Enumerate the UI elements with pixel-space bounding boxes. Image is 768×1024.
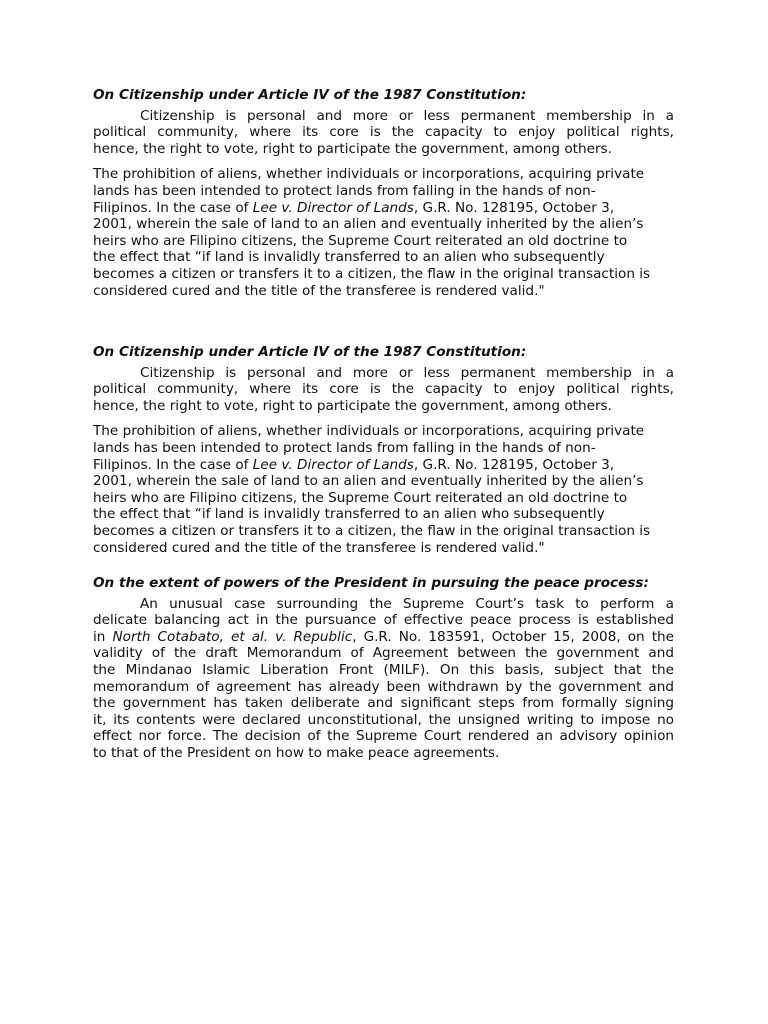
section-heading: On Citizenship under Article IV of the 1987 Constitution:	[93, 344, 527, 360]
section-peace-process	[93, 575, 674, 762]
case-citation: Lee v. Director of Lands	[252, 199, 414, 216]
paragraph-land-prohibition: The prohibition of aliens, whether individuals or incorporations, acquiring private lands has been intended to protect lands from falling in the hands of non- Filipinos. In the case of Lee v. Director of Lands, G.R. No. 128195, October 3, 2001, wherein the sale of land to an alien and eventually inherited by the alien’s heirs who are Filipino citizens, the Supreme Court reiterated an old doctrine to the effect that “if land is invalidly transferred to an alien who subsequently becomes a citizen or transfers it to a citizen, the flaw in the original transaction is considered cured and the title of the transferee is rendered valid."	[93, 166, 651, 299]
paragraph-land-prohibition: The prohibition of aliens, whether individuals or incorporations, acquiring private lands has been intended to protect lands from falling in the hands of non- Filipinos. In the case of Lee v. Director of Lands, G.R. No. 128195, October 3, 2001, wherein the sale of land to an alien and eventually inherited by the alien’s heirs who are Filipino citizens, the Supreme Court reiterated an old doctrine to the effect that “if land is invalidly transferred to an alien who subsequently becomes a citizen or transfers it to a citizen, the flaw in the original transaction is considered cured and the title of the transferee is rendered valid."	[93, 423, 651, 556]
paragraph-citizenship-definition: Citizenship is personal and more or less permanent membership in a political community, where its core is the capacity to enjoy political rights, hence, the right to vote, right to participate the government, among others.	[93, 364, 674, 414]
section-heading: On Citizenship under Article IV of the 1987 Constitution:	[93, 87, 527, 103]
section-heading: On the extent of powers of the President in pursuing the peace process:	[93, 575, 649, 591]
section-citizenship-2	[93, 344, 674, 556]
case-citation: North Cotabato, et al. v. Republic	[112, 628, 353, 645]
case-citation: Lee v. Director of Lands	[252, 456, 414, 473]
section-citizenship-1	[93, 87, 674, 299]
paragraph-citizenship-definition: Citizenship is personal and more or less permanent membership in a political community, where its core is the capacity to enjoy political rights, hence, the right to vote, right to participate the government, among others.	[93, 107, 674, 157]
paragraph-peace-process: An unusual case surrounding the Supreme Court’s task to perform a delicate balancing act in the pursuance of effective peace process is established in North Cotabato, et al. v. Republic, G.R. No. 183591, October 15, 2008, on the validity of the draft Memorandum of Agreement between the government and the Mindanao Islamic Liberation Front (MILF). On this basis, subject that the memorandum of agreement has already been withdrawn by the government and the government has taken deliberate and significant steps from formally signing it, its contents were declared unconstitutional, the unsigned writing to impose no effect nor force. The decision of the Supreme Court rendered an advisory opinion to that of the President on how to make peace agreements.	[93, 595, 675, 761]
